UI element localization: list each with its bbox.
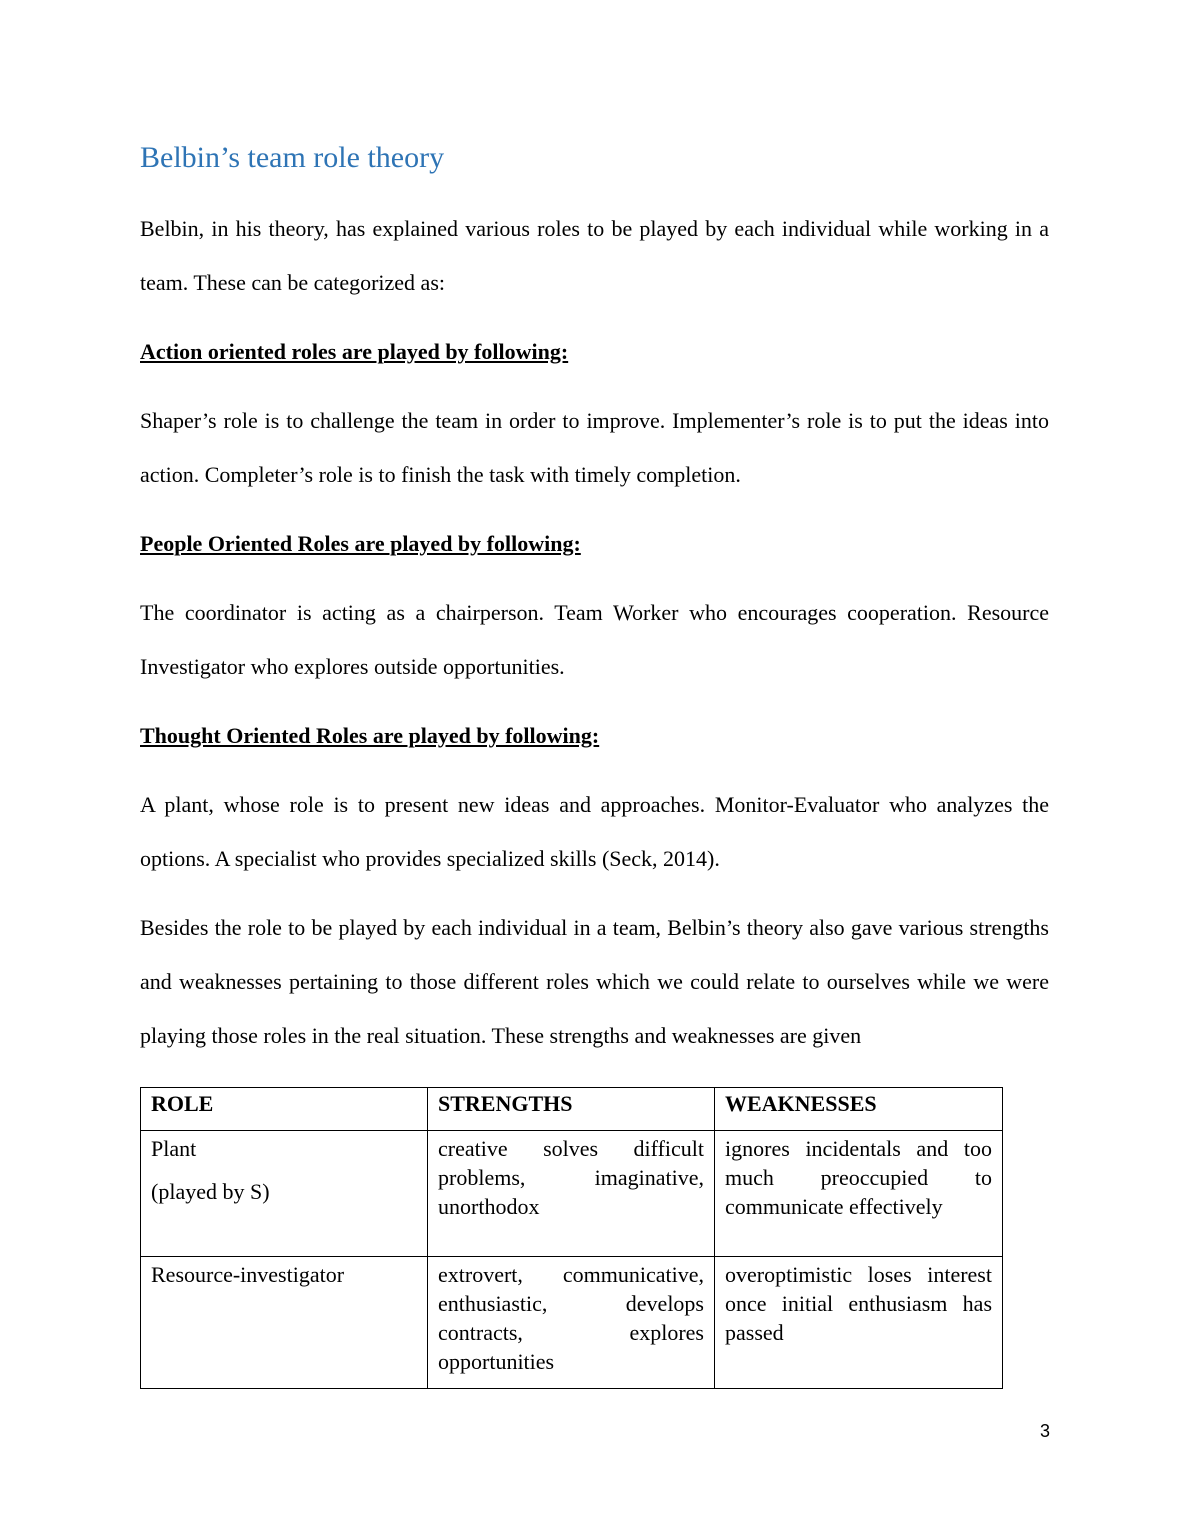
section-title-action: Action oriented roles are played by following:: [140, 339, 569, 364]
header-strengths: STRENGTHS: [428, 1088, 715, 1131]
document-body: [140, 138, 1049, 1078]
roles-table: [140, 1087, 1003, 1389]
closing-paragraph: Besides the role to be played by each individual in a team, Belbin’s theory also gave various strengths and weaknesses pertaining to those different roles which we could relate to ourselves while we were playing those roles in the real situation. These strengths and weaknesses are given: [140, 915, 1049, 1048]
table-row: [141, 1131, 1003, 1257]
role-note: (played by S): [151, 1179, 270, 1204]
table-header-row: [141, 1088, 1003, 1131]
document-heading: Belbin’s team role theory: [140, 141, 445, 174]
header-role: ROLE: [141, 1088, 428, 1131]
weaknesses-cell: ignores incidentals and too much preoccupied to communicate effectively: [715, 1131, 1003, 1257]
intro-paragraph: Belbin, in his theory, has explained various roles to be played by each individual while working in a team. These can be categorized as:: [140, 216, 1049, 295]
section-title-thought: Thought Oriented Roles are played by following:: [140, 723, 600, 748]
strengths-cell: extrovert, communicative, enthusiastic, develops contracts, explores opportunities: [428, 1257, 715, 1389]
role-name: Plant: [151, 1136, 197, 1161]
section-body-people: The coordinator is acting as a chairperson. Team Worker who encourages cooperation. Resource Investigator who explores outside opportunities.: [140, 600, 1049, 679]
weaknesses-cell: overoptimistic loses interest once initial enthusiasm has passed: [715, 1257, 1003, 1389]
header-weaknesses: WEAKNESSES: [715, 1088, 1003, 1131]
section-body-thought: A plant, whose role is to present new ideas and approaches. Monitor-Evaluator who analyzes the options. A specialist who provides specialized skills (Seck, 2014).: [140, 792, 1049, 871]
role-cell: [141, 1257, 428, 1389]
section-body-action: Shaper’s role is to challenge the team in order to improve. Implementer’s role is to put the ideas into action. Completer’s role is to finish the task with timely completion.: [140, 408, 1049, 487]
page-number: 3: [1039, 1421, 1050, 1441]
role-name: Resource-investigator: [151, 1262, 345, 1287]
strengths-cell: creative solves difficult problems, imaginative, unorthodox: [428, 1131, 715, 1257]
section-title-people: People Oriented Roles are played by following:: [140, 531, 581, 556]
role-cell: [141, 1131, 428, 1257]
table-row: [141, 1257, 1003, 1389]
